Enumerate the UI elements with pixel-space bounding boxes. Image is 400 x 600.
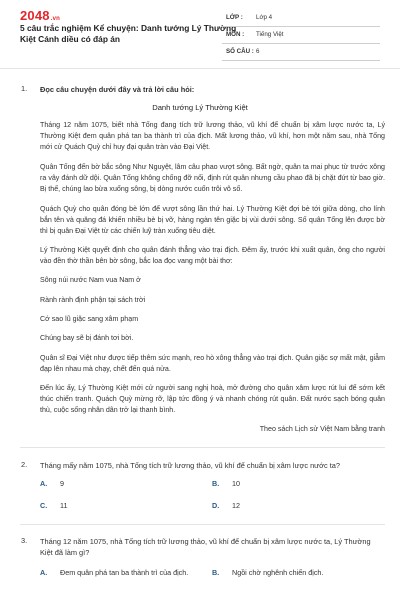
poem-line: Rành rành định phận tại sách trời — [40, 296, 146, 304]
poem-line: Sông núi nước Nam vua Nam ở — [40, 276, 141, 284]
meta-key-subject: MÔN : — [226, 31, 245, 38]
story-paragraph: Quân Tống đến bờ bắc sông Như Nguyệt, lâm câu phao vượt sông. Bất ngờ, quân ta mai phục từ trước xông ra vây đánh dữ dội. Quân Tống không chống đỡ nổi, định rút quân nhưng cầu phao đã bị chặt đứt từ bao giờ. Bị thế, chúng lao bừa xuống sông, bị dòng nước cuốn trôi vô số. — [40, 163, 385, 193]
answer-option-a[interactable] — [40, 479, 64, 488]
question-3-number: 3. — [21, 536, 28, 545]
answer-option-b[interactable] — [212, 568, 323, 577]
header-divider — [0, 68, 400, 69]
story-paragraph: Quân sĩ Đại Việt như được tiếp thêm sức mạnh, reo hò xông thẳng vào trại địch. Quân giặc sợ mất mật, giẫm đạp lên nhau mà chạy, chết đến quá nửa. — [40, 354, 385, 373]
answer-option-d[interactable] — [212, 501, 240, 510]
story-paragraph: Tháng 12 năm 1075, biết nhà Tống đang tích trữ lương thảo, vũ khí để chuẩn bị xâm lược nước ta, Lý Thường Kiệt đem quân phá tan ba thành trì của địch. Mất lương thảo, vũ khí, hơn một năm sau, nhà Tống mới cử Quách Quỳ chỉ huy đại quân tràn vào Đại Việt. — [40, 121, 385, 151]
story-source: Theo sách Lịch sử Việt Nam bằng tranh — [259, 425, 385, 433]
meta-value-subject: Tiếng Việt — [256, 31, 284, 38]
option-label: B. — [212, 479, 220, 488]
question-divider — [20, 524, 385, 525]
story-paragraph: Lý Thường Kiệt quyết định cho quân đánh thẳng vào trại địch. Đêm ấy, trước khi xuất quân, ông cho người vào đền thờ thần bên bờ sông, bắc loa đọc vang một bài thơ: — [40, 246, 385, 265]
meta-row-subject — [222, 27, 380, 44]
question-2-number: 2. — [21, 460, 28, 469]
logo-text: 2048 — [20, 8, 50, 23]
poem-line: Chúng bay sẽ bị đánh tơi bời. — [40, 334, 134, 342]
option-text: 9 — [60, 479, 64, 488]
option-label: A. — [40, 568, 48, 577]
header — [0, 0, 400, 60]
option-text: Ngồi chờ nghênh chiến địch. — [232, 568, 324, 577]
meta-key-grade: LỚP : — [226, 14, 243, 21]
option-text: 12 — [232, 501, 240, 510]
story-title: Danh tướng Lý Thường Kiệt — [152, 103, 248, 112]
option-text: 11 — [60, 501, 68, 510]
logo-tld: .vn — [50, 16, 61, 22]
option-label: B. — [212, 568, 220, 577]
option-label: D. — [212, 501, 220, 510]
option-text: Đem quân phá tan ba thành trì của địch. — [60, 568, 189, 577]
story-paragraph: Đến lúc ấy, Lý Thường Kiệt mới cử người sang nghị hoà, mở đường cho quân xâm lược rút lui để sớm kết thúc chiến tranh. Quách Quỳ mừng rỡ, lập tức đồng ý và nhanh chóng rút quân. Đất nước sạch bóng quân thù, cuộc sống nhân dân trở lại thanh bình. — [40, 384, 385, 414]
option-label: C. — [40, 501, 48, 510]
question-2-prompt: Tháng mấy năm 1075, nhà Tống tích trữ lương thảo, vũ khí để chuẩn bị xâm lược nước ta? — [40, 461, 341, 470]
answer-option-a[interactable] — [40, 568, 188, 577]
meta-table — [222, 10, 380, 61]
question-3-prompt: Tháng 12 năm 1075, nhà Tống tích trữ lương thảo, vũ khí để chuẩn bị xâm lược nước ta, Lý Thường Kiệt đã làm gì? — [40, 537, 371, 557]
answer-option-c[interactable] — [40, 501, 67, 510]
meta-row-grade — [222, 10, 380, 27]
meta-row-count — [222, 44, 380, 61]
option-label: A. — [40, 479, 48, 488]
question-1-number: 1. — [21, 84, 28, 93]
document-title: 5 câu trắc nghiệm Kể chuyện: Danh tướng Lý Thường Kiệt Cánh diều có đáp án — [20, 23, 237, 44]
meta-value-grade: Lớp 4 — [256, 14, 273, 21]
poem-line: Cớ sao lũ giặc sang xâm phạm — [40, 315, 139, 323]
meta-key-count: SỐ CÂU : — [226, 48, 254, 55]
answer-option-b[interactable] — [212, 479, 240, 488]
question-divider — [20, 447, 385, 448]
question-1-prompt: Đọc câu chuyện dưới đây và trả lời câu hỏi: — [40, 85, 195, 94]
site-logo[interactable] — [20, 8, 60, 23]
story-paragraph: Quách Quỳ cho quân đóng bè lớn để vượt sông lần thứ hai. Lý Thường Kiệt đợi bè tới giữa dòng, cho lính bắn tên và quăng đá khiến nhiều bè bị vỡ, hàng ngàn tên giặc bị vùi dưới sông. Số quân Tống lên được bờ thì bị quân Đại Việt từ các chiến luỹ tràn xuống tiêu diệt. — [40, 205, 385, 235]
meta-value-count: 6 — [256, 48, 260, 55]
option-text: 10 — [232, 479, 240, 488]
